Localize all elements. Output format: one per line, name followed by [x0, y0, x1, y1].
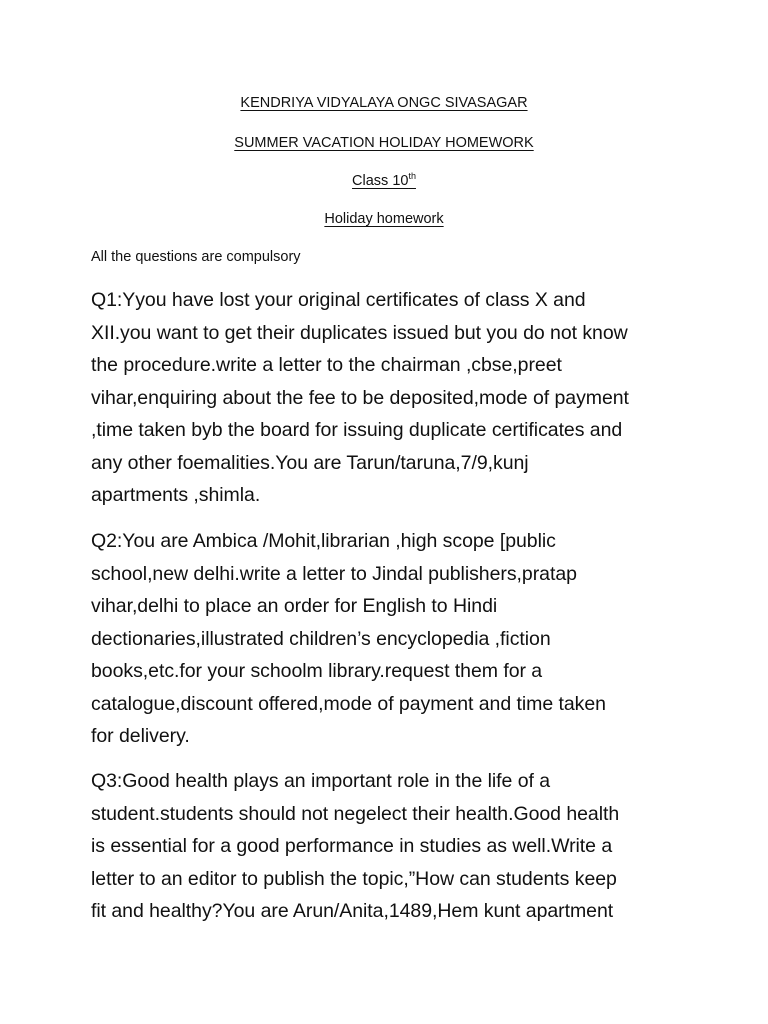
- question-3: [91, 765, 691, 928]
- class-heading-text: [352, 173, 416, 189]
- homework-title: [0, 134, 768, 152]
- school-name-text: KENDRIYA VIDYALAYA ONGC SIVASAGAR: [240, 95, 528, 111]
- question-1-line: apartments ,shimla.: [91, 484, 261, 506]
- question-3-line: student.students should not negelect their health.Good health: [91, 802, 620, 825]
- question-2-line: books,etc.for your schoolm library.request them for a: [91, 660, 543, 682]
- question-3-line: letter to an editor to publish the topic,”How can students keep: [91, 867, 617, 890]
- question-2: [91, 525, 691, 753]
- question-1-line: any other foemalities.You are Tarun/taruna,7/9,kunj: [91, 451, 529, 474]
- question-1-line: the procedure.write a letter to the chairman ,cbse,preet: [91, 354, 562, 376]
- question-3-line: is essential for a good performance in studies as well.Write a: [91, 835, 613, 857]
- question-2-line: Q2:You are Ambica /Mohit,librarian ,high scope [public: [91, 530, 556, 552]
- homework-title-text: SUMMER VACATION HOLIDAY HOMEWORK: [234, 135, 534, 151]
- question-1-line: ,time taken byb the board for issuing duplicate certificates and: [91, 419, 623, 441]
- school-name: [0, 94, 768, 112]
- question-1-line: vihar,enquiring about the fee to be deposited,mode of payment: [91, 386, 629, 409]
- instruction-text: All the questions are compulsory: [91, 249, 301, 265]
- holiday-subtitle: [0, 210, 768, 228]
- question-2-line: for delivery.: [91, 725, 190, 747]
- question-1-line: XII.you want to get their duplicates issued but you do not know: [91, 321, 628, 344]
- class-label: Class 10: [352, 173, 409, 189]
- holiday-subtitle-text: Holiday homework: [324, 211, 444, 227]
- question-1-line: Q1:Yyou have lost your original certificates of class X and: [91, 289, 586, 311]
- question-3-line: fit and healthy?You are Arun/Anita,1489,Hem kunt apartment: [91, 900, 614, 922]
- class-suffix: th: [408, 171, 416, 182]
- question-2-line: vihar,delhi to place an order for English to Hindi: [91, 595, 498, 617]
- question-2-line: school,new delhi.write a letter to Jindal publishers,pratap: [91, 562, 577, 585]
- question-3-line: Q3:Good health plays an important role in the life of a: [91, 770, 551, 792]
- question-2-line: catalogue,discount offered,mode of payment and time taken: [91, 692, 606, 715]
- question-1: [91, 284, 691, 512]
- class-heading: [0, 172, 768, 190]
- question-2-line: dectionaries,illustrated children’s encyclopedia ,fiction: [91, 627, 551, 650]
